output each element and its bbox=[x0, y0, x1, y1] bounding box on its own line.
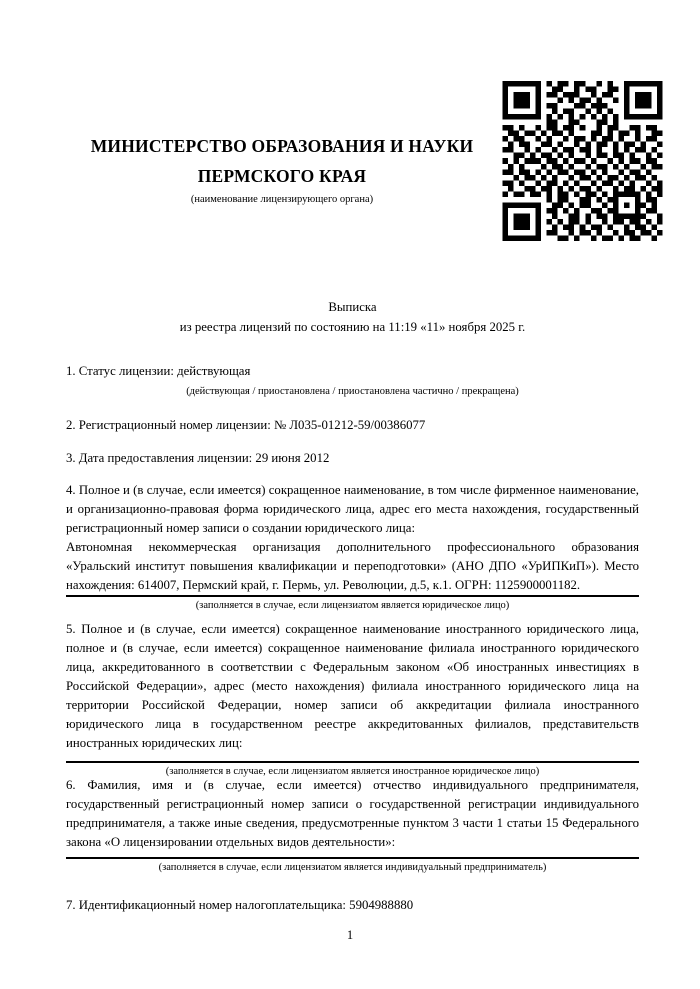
item-foreign-entity-label: 5. Полное и (в случае, если имеется) сокращенное наименование иностранного юридического лица, полное и (в случае, если имеется) сокращенное наименование филиала иностранного юридического лица, аккредитованного в соответствии с Федеральным законом «Об иностранных инвестициях в Российской Федерации», адрес (место нахождения) филиала иностранного юридического лица на территории Российской Федерации, номер записи об аккредитации филиала иностранного юридического лица в государственном реестре аккредитованных филиалов, представительств иностранных юридических лиц: bbox=[66, 622, 639, 750]
item-license-status bbox=[66, 362, 639, 398]
item-legal-entity-value: Автономная некоммерческая организация дополнительного профессионального образования «Уральский институт повышения квалификации и переподготовки» (АНО ДПО «УрИПКиП»). Место нахождения: 614007, Пермский край, г. Пермь, ул. Революции, д.5, к.1. ОГРН: 1125900001182. bbox=[66, 540, 639, 592]
item-license-status-caption: (действующая / приостановлена / приостановлена частично / прекращена) bbox=[186, 386, 519, 397]
item-legal-entity bbox=[66, 481, 639, 612]
fill-in-rule bbox=[66, 857, 639, 859]
licensing-authority-name: МИНИСТЕРСТВО ОБРАЗОВАНИЯ И НАУКИ ПЕРМСКОГО КРАЯ bbox=[90, 136, 474, 186]
item-taxpayer-number bbox=[66, 896, 639, 915]
item-registration-number bbox=[66, 416, 639, 435]
qr-code bbox=[502, 81, 663, 241]
licensing-authority-caption: (наименование лицензирующего органа) bbox=[190, 194, 374, 205]
licensing-authority-block bbox=[58, 131, 506, 206]
item-registration-number-text: 2. Регистрационный номер лицензии: № Л035-01212-59/00386077 bbox=[66, 418, 426, 432]
item-individual-entrepreneur bbox=[66, 776, 639, 874]
item-individual-entrepreneur-label: 6. Фамилия, имя и (в случае, если имеется) отчество индивидуального предпринимателя, государственный регистрационный номер записи о государственной регистрации индивидуального предпринимателя, а также иные сведения, предусмотренные пунктом 3 части 1 статьи 15 Федерального закона «О лицензировании отдельных видов деятельности»: bbox=[66, 778, 639, 849]
document-title-block bbox=[66, 297, 639, 337]
item-license-status-text: 1. Статус лицензии: действующая bbox=[66, 364, 251, 378]
item-license-date-text: 3. Дата предоставления лицензии: 29 июня 2012 bbox=[66, 451, 330, 465]
item-taxpayer-number-text: 7. Идентификационный номер налогоплательщика: 5904988880 bbox=[66, 898, 414, 912]
item-foreign-entity-caption: (заполняется в случае, если лицензиатом является иностранное юридическое лицо) bbox=[165, 766, 540, 777]
document-title: Выписка bbox=[328, 300, 377, 314]
item-legal-entity-label: 4. Полное и (в случае, если имеется) сокращенное наименование, в том числе фирменное наименование, и организационно-правовая форма юридического лица, адрес его места нахождения, государственный регистрационный номер записи о создании юридического лица: bbox=[66, 483, 639, 535]
page-number: 1 bbox=[346, 928, 354, 942]
fill-in-rule bbox=[66, 761, 639, 763]
item-license-date bbox=[66, 449, 639, 468]
document-subtitle: из реестра лицензий по состоянию на 11:19 «11» ноября 2025 г. bbox=[179, 320, 526, 334]
empty-value-space bbox=[66, 753, 639, 761]
item-legal-entity-caption: (заполняется в случае, если лицензиатом является юридическое лицо) bbox=[195, 600, 510, 611]
item-individual-entrepreneur-caption: (заполняется в случае, если лицензиатом является индивидуальный предприниматель) bbox=[158, 862, 547, 873]
fill-in-rule bbox=[66, 595, 639, 597]
qr-code-icon bbox=[502, 81, 663, 241]
item-foreign-entity bbox=[66, 620, 639, 778]
